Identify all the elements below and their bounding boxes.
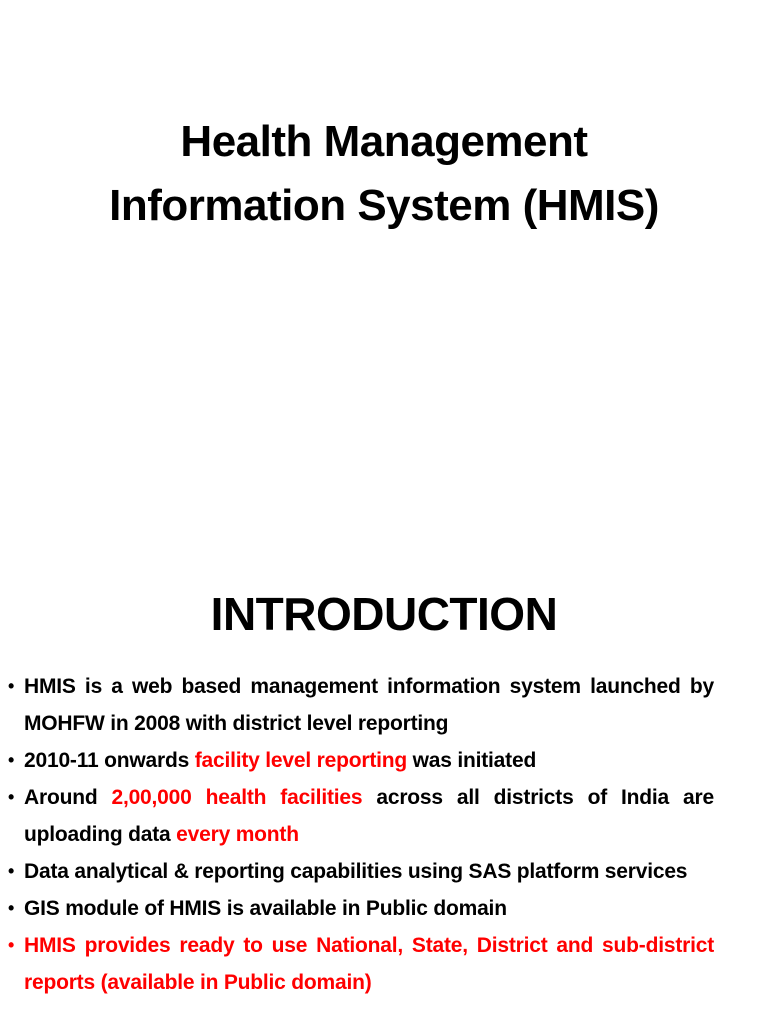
bullet-dot-icon: •: [8, 935, 15, 955]
highlight-text: 2,00,000 health facilities: [111, 786, 363, 809]
highlight-text: every month: [176, 823, 299, 846]
bullet-item: [8, 890, 714, 927]
title-line-1: Health Management: [180, 117, 588, 166]
slide-heading: INTRODUCTION: [210, 588, 558, 640]
bullet-item: [8, 742, 714, 779]
bullet-dot-icon: •: [8, 750, 15, 770]
bullet-item: [8, 927, 714, 1001]
bullet-text: across all districts of India are uploading data: [24, 786, 714, 846]
bullet-list: [8, 668, 714, 1001]
bullet-dot-icon: •: [8, 861, 15, 881]
title-line-2: Information System (HMIS): [109, 181, 659, 230]
bullet-item: [8, 779, 714, 853]
highlight-text: HMIS provides ready to use National, State, District and sub-district reports (available in Public domain): [24, 934, 714, 994]
bullet-text: GIS module of HMIS is available in Public domain: [24, 897, 507, 920]
bullet-dot-icon: •: [8, 676, 15, 696]
highlight-text: facility level reporting: [194, 749, 407, 772]
bullet-dot-icon: •: [8, 787, 15, 807]
bullet-text: 2010-11 onwards: [24, 749, 195, 772]
bullet-dot-icon: •: [8, 898, 15, 918]
bullet-item: [8, 668, 714, 742]
bullet-text: Around: [24, 786, 112, 809]
bullet-text: was initiated: [407, 749, 537, 772]
bullet-text: Data analytical & reporting capabilities using SAS platform services: [24, 860, 688, 883]
introduction-slide: [0, 560, 768, 1024]
presentation-title: [0, 110, 768, 238]
bullet-text: HMIS is a web based management information system launched by MOHFW in 2008 with district level reporting: [24, 675, 714, 735]
bullet-item: [8, 853, 714, 890]
